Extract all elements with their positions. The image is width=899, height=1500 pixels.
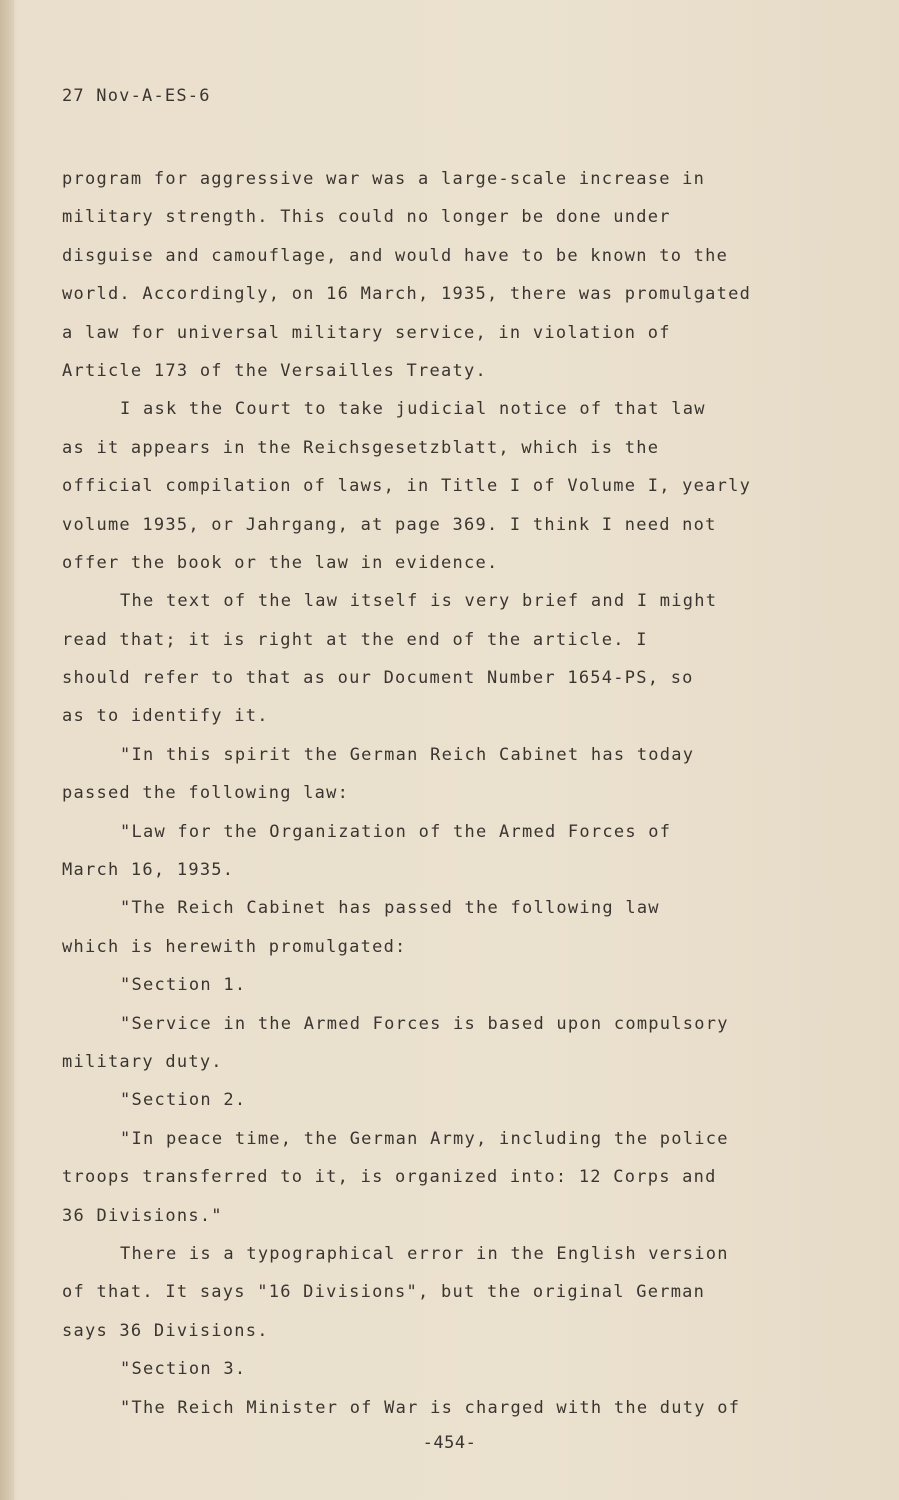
body-line: passed the following law: [62,783,350,804]
body-line: disguise and camouflage, and would have to be known to the [62,245,729,266]
body-line: says 36 Divisions. [62,1320,269,1341]
body-line: "In this spirit the German Reich Cabinet has today [120,744,695,765]
body-line: offer the book or the law in evidence. [62,552,499,573]
page-number: -454- [422,1433,477,1453]
body-line: "Law for the Organization of the Armed Forces of [120,821,672,842]
body-line: The text of the law itself is very brief and I might [120,591,718,612]
body-line: Article 173 of the Versailles Treaty. [62,360,487,381]
body-line: as it appears in the Reichsgesetzblatt, which is the [62,437,660,458]
body-line: "Service in the Armed Forces is based upon compulsory [120,1013,729,1034]
body-line: volume 1935, or Jahrgang, at page 369. I think I need not [62,514,717,535]
body-line: 36 Divisions." [62,1205,223,1226]
body-line: "In peace time, the German Army, including the police [120,1128,729,1149]
body-line: There is a typographical error in the English version [120,1243,729,1264]
body-line: of that. It says "16 Divisions", but the original German [62,1282,706,1303]
body-line: I ask the Court to take judicial notice of that law [120,399,706,420]
body-line: "Section 3. [120,1359,247,1380]
body-line: which is herewith promulgated: [62,936,407,957]
body-line: should refer to that as our Document Number 1654-PS, so [62,668,694,689]
page-binding-edge [0,0,14,1500]
body-line: "The Reich Minister of War is charged with the duty of [120,1397,741,1418]
body-line: "Section 1. [120,975,247,996]
body-line: world. Accordingly, on 16 March, 1935, there was promulgated [62,284,752,305]
document-id-header: 27 Nov-A-ES-6 [62,86,211,106]
body-line: "The Reich Cabinet has passed the following law [120,898,660,919]
body-line: as to identify it. [62,706,269,727]
body-line: military duty. [62,1051,223,1072]
body-line: March 16, 1935. [62,860,235,881]
body-line: "Section 2. [120,1090,247,1111]
body-line: military strength. This could no longer be done under [62,207,671,228]
body-line: a law for universal military service, in violation of [62,322,671,343]
transcript-body [62,160,802,1427]
body-line: troops transferred to it, is organized into: 12 Corps and [62,1167,717,1188]
body-line: read that; it is right at the end of the article. I [62,629,648,650]
body-line: program for aggressive war was a large-scale increase in [62,169,706,189]
body-line: official compilation of laws, in Title I of Volume I, yearly [62,476,752,497]
